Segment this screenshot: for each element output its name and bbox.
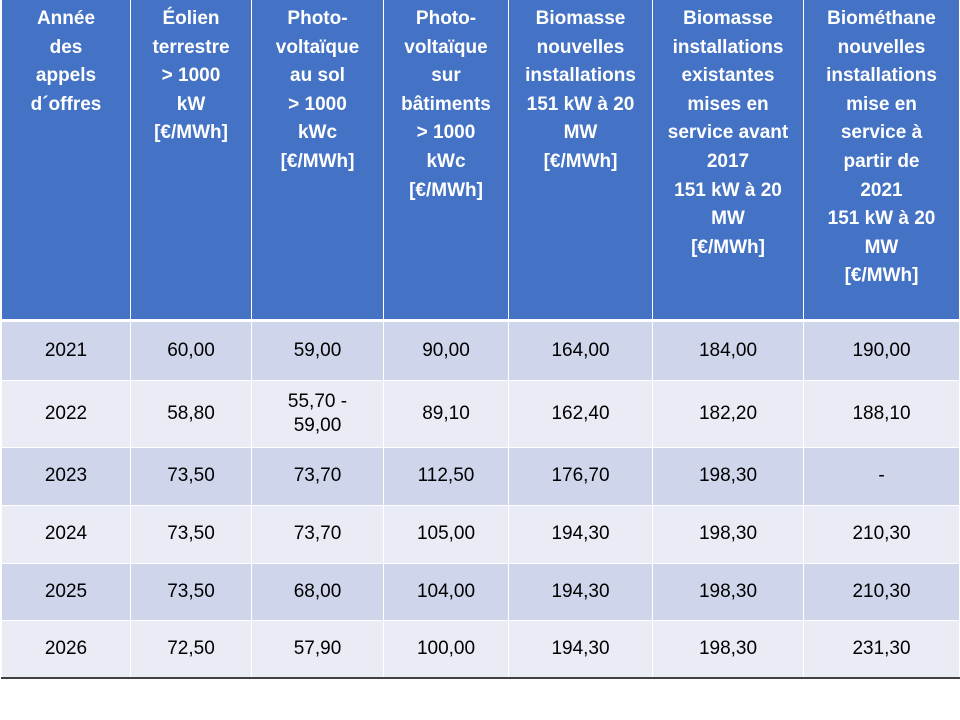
header-biomethane-new: Biométhane nouvelles installations mise en service à partir de 2021 151 kW à 20 MW [€/MWh] xyxy=(804,0,960,320)
header-year: Année des appels d´offres xyxy=(2,0,131,320)
cell-onshore-wind: 73,50 xyxy=(131,505,252,563)
table-row xyxy=(2,505,960,563)
table-header xyxy=(2,0,960,320)
cell-biomass-new: 164,00 xyxy=(509,320,653,380)
cell-biomethane-new: 210,30 xyxy=(804,563,960,620)
cell-pv-buildings: 100,00 xyxy=(384,620,509,678)
header-onshore-wind: Éolien terrestre > 1000 kW [€/MWh] xyxy=(131,0,252,320)
cell-pv-buildings: 90,00 xyxy=(384,320,509,380)
tariff-table xyxy=(1,0,960,679)
cell-pv-ground: 57,90 xyxy=(252,620,384,678)
cell-pv-ground: 73,70 xyxy=(252,505,384,563)
table-row xyxy=(2,380,960,447)
cell-pv-ground: 68,00 xyxy=(252,563,384,620)
cell-onshore-wind: 60,00 xyxy=(131,320,252,380)
cell-year: 2026 xyxy=(2,620,131,678)
cell-pv-ground: 73,70 xyxy=(252,447,384,505)
cell-biomass-new: 194,30 xyxy=(509,620,653,678)
cell-year: 2022 xyxy=(2,380,131,447)
cell-pv-ground: 59,00 xyxy=(252,320,384,380)
header-pv-buildings: Photo- voltaïque sur bâtiments > 1000 kWc [€/MWh] xyxy=(384,0,509,320)
cell-year: 2024 xyxy=(2,505,131,563)
cell-biomethane-new: 210,30 xyxy=(804,505,960,563)
cell-biomass-new: 176,70 xyxy=(509,447,653,505)
cell-biomethane-new: - xyxy=(804,447,960,505)
table-body xyxy=(2,320,960,678)
cell-biomass-new: 194,30 xyxy=(509,563,653,620)
cell-pv-buildings: 104,00 xyxy=(384,563,509,620)
cell-biomethane-new: 190,00 xyxy=(804,320,960,380)
cell-biomass-existing: 182,20 xyxy=(653,380,804,447)
cell-year: 2025 xyxy=(2,563,131,620)
table-row xyxy=(2,320,960,380)
cell-onshore-wind: 73,50 xyxy=(131,447,252,505)
cell-year: 2023 xyxy=(2,447,131,505)
cell-biomethane-new: 188,10 xyxy=(804,380,960,447)
header-biomass-existing: Biomasse installations existantes mises en service avant 2017 151 kW à 20 MW [€/MWh] xyxy=(653,0,804,320)
table-row xyxy=(2,563,960,620)
cell-year: 2021 xyxy=(2,320,131,380)
cell-biomethane-new: 231,30 xyxy=(804,620,960,678)
cell-biomass-existing: 184,00 xyxy=(653,320,804,380)
cell-onshore-wind: 58,80 xyxy=(131,380,252,447)
table-row xyxy=(2,447,960,505)
table-row xyxy=(2,620,960,678)
header-row xyxy=(2,0,960,320)
cell-pv-ground: 55,70 - 59,00 xyxy=(252,380,384,447)
cell-biomass-new: 194,30 xyxy=(509,505,653,563)
cell-onshore-wind: 72,50 xyxy=(131,620,252,678)
header-pv-ground: Photo- voltaïque au sol > 1000 kWc [€/MWh] xyxy=(252,0,384,320)
cell-onshore-wind: 73,50 xyxy=(131,563,252,620)
cell-biomass-new: 162,40 xyxy=(509,380,653,447)
cell-biomass-existing: 198,30 xyxy=(653,447,804,505)
header-biomass-new: Biomasse nouvelles installations 151 kW à 20 MW [€/MWh] xyxy=(509,0,653,320)
cell-pv-buildings: 112,50 xyxy=(384,447,509,505)
cell-biomass-existing: 198,30 xyxy=(653,620,804,678)
cell-pv-buildings: 89,10 xyxy=(384,380,509,447)
cell-biomass-existing: 198,30 xyxy=(653,563,804,620)
cell-pv-buildings: 105,00 xyxy=(384,505,509,563)
cell-biomass-existing: 198,30 xyxy=(653,505,804,563)
